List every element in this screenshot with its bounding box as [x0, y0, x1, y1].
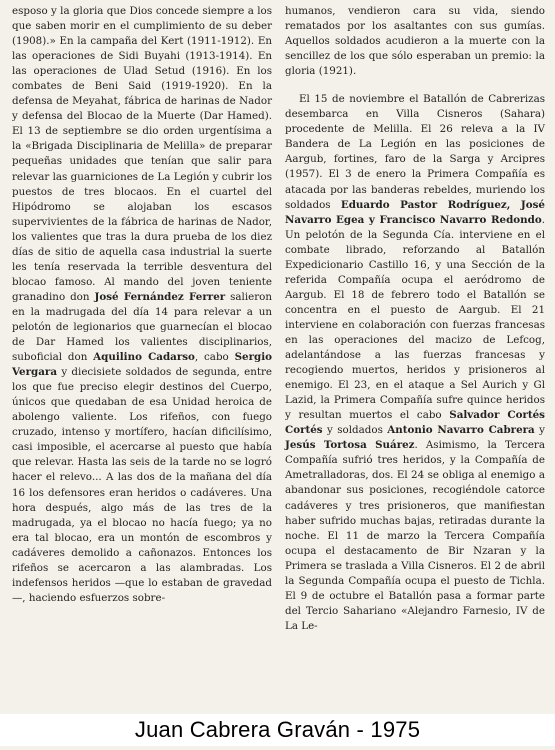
left-text-a: esposo y la gloria que Dios concede siempre a los que saben morir en el cumplimiento de su deber (1908).» En la campaña del Kert (1911-1912). En las operaciones de Sidi Buyahi (1913-1914). En las operaciones de Ulad Setud (1916). En los combates de Beni Said (1919-1920). En la defensa de Meyahat, fábrica de harinas de Nador y defensa del Blocao de la Muerte (Dar Hamed). El 13 de septiembre se dio orden urgentísima a la «Brigada Disciplinaria de Melilla» de preparar pequeñas unidades que tenían que salir para relevar las guarniciones de La Legión y cubrir los puestos de tres blocaos. En el cuartel del Hipódromo se alojaban los escasos supervivientes de la fábrica de harinas de Nador, los valientes que tras la dura prueba de los diez días de sitio de aquella casa industrial la suerte les tenía reservada la terrible desventura del blocao famoso. Al mando del joven teniente granadino don — [12, 5, 272, 303]
name-aquilino-cadarso: Aquilino Cadarso — [93, 351, 195, 364]
right-text-e: . Asimismo, la Tercera Compañía sufrió tres heridos, y la Compañía de Ametralladoras, dos. El 24 se obliga al enemigo a abandonar sus posiciones, recogiéndole catorce cadáveres y tres prisioneros, que manifiestan haber sufrido muchas bajas, retiradas durante la noche. El 11 de marzo la Tercera Compañía ocupa el destacamento de Bir Nzaran y la Primera se traslada a Villa Cisneros. El 2 de abril la Segunda Compañía ocupa el puesto de Tichla. El 9 de octubre el Batallón pasa a formar parte del Tercio Sahariano «Alejandro Farnesio, IV de La Le- — [285, 439, 545, 632]
name-sergio-vergara: Sergio Vergara — [12, 351, 272, 379]
left-text-d: y diecisiete soldados de segunda, entre los que fue preciso elegir destinos del Cuerpo, únicos que quedaban de esa Unidad heroica de abolengo valiente. Los rifeños, con fuego cruzado, intenso y mortífero, hacían dificilísimo, casi imposible, el acercarse al puesto que había que relevar. Hasta las seis de la tarde no se logró hacer el relevo... A las dos de la mañana del día 16 los defensores eran heridos o cadáveres. Una hora después, algo más de las tres de la madrugada, ya el blocao no hacía fuego; ya no era tal blocao, era un montón de escombros y cadáveres demolido a cañonazos. Entonces los rifeños se acercaron a las alambradas. Los indefensos heridos —que lo estaban de gravedad—, haciendo esfuerzos sobre- — [12, 366, 272, 604]
name-cortes-cortes: Salvador Cortés Cortés — [285, 409, 545, 437]
right-text-c: y soldados — [327, 424, 383, 437]
right-text-b: . Un pelotón de la Segunda Cía. interviene en el combate librado, reforzando al Batallón Expedicionario Castillo 16, y una Sección de la referida Compañía ocupa el aeródromo de Aargub. El 18 de febrero todo el Batallón se concentra en el puesto de Aargub. El 21 interviene en colaboración con fuerzas francesas en las operaciones del macizo de Lefcog, adelantándose a las fuerzas francesas y recogiendo muertos, heridos y prisioneros al enemigo. El 23, en el ataque a Sel Aurich y Gl Lazid, la Primera Compañía sufre quince heridos y resultan muertos el cabo — [285, 213, 545, 422]
right-paragraph-1: humanos, vendieron cara su vida, siendo rematados por los asaltantes con sus gumías. Aquellos soldados acudieron a la muerte con la sencillez de los que sólo esperaban un premio: la gloria (1921). — [285, 5, 545, 78]
left-text-column — [12, 4, 272, 606]
left-text-b: salieron en la madrugada del día 14 para relevar a un pelotón de legionarios que guarnecían el blocao de Dar Hamed los valientes disciplinarios, suboficial don — [12, 290, 272, 364]
right-text-a: El 15 de noviembre el Batallón de Cabrerizas desembarca en Villa Cisneros (Sahara) procedente de Melilla. El 26 releva a la IV Bandera de La Legión en las posiciones de Aargub, fortines, faro de la Sarga y Arcipres (1957). El 3 de enero la Primera Compañía es atacada por las banderas rebeldes, muriendo los soldados — [285, 93, 545, 211]
left-text-c: , cabo — [194, 351, 229, 364]
right-text-d: y — [539, 424, 545, 437]
author-caption: Juan Cabrera Graván - 1975 — [0, 714, 555, 746]
right-text-column — [285, 4, 545, 634]
name-pastor-navarro: Eduardo Pastor Rodríguez, José Navarro Egea y Francisco Navarro Redondo — [285, 198, 545, 226]
left-paragraph — [12, 4, 272, 606]
name-fernandez-ferrer: José Fernández Ferrer — [94, 290, 226, 303]
name-navarro-cabrera: Antonio Navarro Cabrera — [387, 424, 535, 437]
right-paragraph-2 — [285, 92, 545, 634]
name-tortosa-suarez: Jesús Tortosa Suárez — [285, 439, 415, 452]
